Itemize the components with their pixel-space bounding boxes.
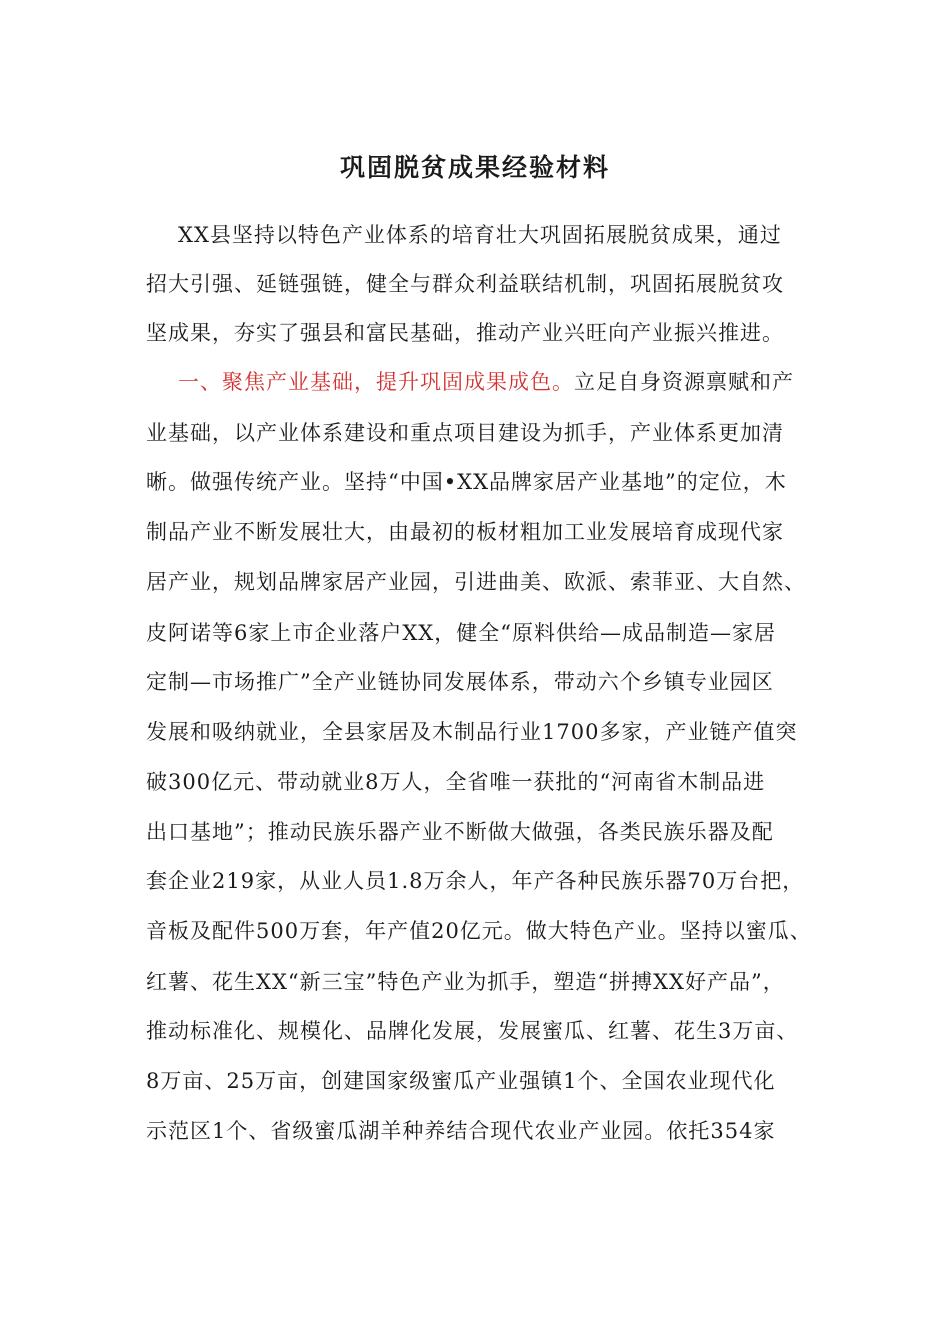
paragraph-line: 8万亩、25万亩，创建国家级蜜瓜产业强镇1个、全国农业现代化 <box>146 1069 776 1093</box>
paragraph-line: 示范区1个、省级蜜瓜湖羊种养结合现代农业产业园。依托354家 <box>146 1119 776 1143</box>
paragraph-line: 推动标准化、规模化、品牌化发展，发展蜜瓜、红薯、花生3万亩、 <box>146 1019 799 1043</box>
paragraph-line: 音板及配件500万套，年产值20亿元。做大特色产业。坚持以蜜瓜、 <box>146 919 812 943</box>
section-heading-line <box>178 367 858 397</box>
section-text: 立足自身资源禀赋和产 <box>574 370 794 394</box>
paragraph-line: 发展和吸纳就业，全县家居及木制品行业1700多家，产业链产值突 <box>146 720 798 744</box>
paragraph-line: 坚成果，夯实了强县和富民基础，推动产业兴旺向产业振兴推进。 <box>146 321 784 345</box>
paragraph-line: 套企业219家，从业人员1.8万余人，年产各种民族乐器70万台把， <box>146 869 805 893</box>
paragraph-line: 红薯、花生XX“新三宝”特色产业为抓手，塑造“拼搏XX好产品”， <box>146 970 785 994</box>
paragraph-line: 皮阿诺等6家上市企业落户XX，健全“原料供给—成品制造—家居 <box>146 621 776 645</box>
paragraph-line: 破300亿元、带动就业8万人，全省唯一获批的“河南省木制品进 <box>146 770 766 794</box>
paragraph-line: 居产业，规划品牌家居产业园，引进曲美、欧派、索菲亚、大自然、 <box>146 570 806 594</box>
paragraph-line: XX县坚持以特色产业体系的培育壮大巩固拓展脱贫成果，通过 <box>178 223 782 247</box>
paragraph-line: 招大引强、延链强链，健全与群众利益联结机制，巩固拓展脱贫攻 <box>146 272 784 296</box>
paragraph-line: 定制—市场推广”全产业链协同发展体系，带动六个乡镇专业园区 <box>146 670 774 694</box>
paragraph-line: 出口基地”；推动民族乐器产业不断做大做强，各类民族乐器及配 <box>146 820 774 844</box>
document-title: 巩固脱贫成果经验材料 <box>339 153 610 182</box>
section-heading: 一、聚焦产业基础，提升巩固成果成色。 <box>178 370 574 394</box>
paragraph-line: 业基础，以产业体系建设和重点项目建设为抓手，产业体系更加清 <box>146 421 784 445</box>
paragraph-line: 制品产业不断发展壮大，由最初的板材粗加工业发展培育成现代家 <box>146 520 784 544</box>
paragraph-line: 晰。做强传统产业。坚持“中国•XX品牌家居产业基地”的定位，木 <box>146 470 787 494</box>
